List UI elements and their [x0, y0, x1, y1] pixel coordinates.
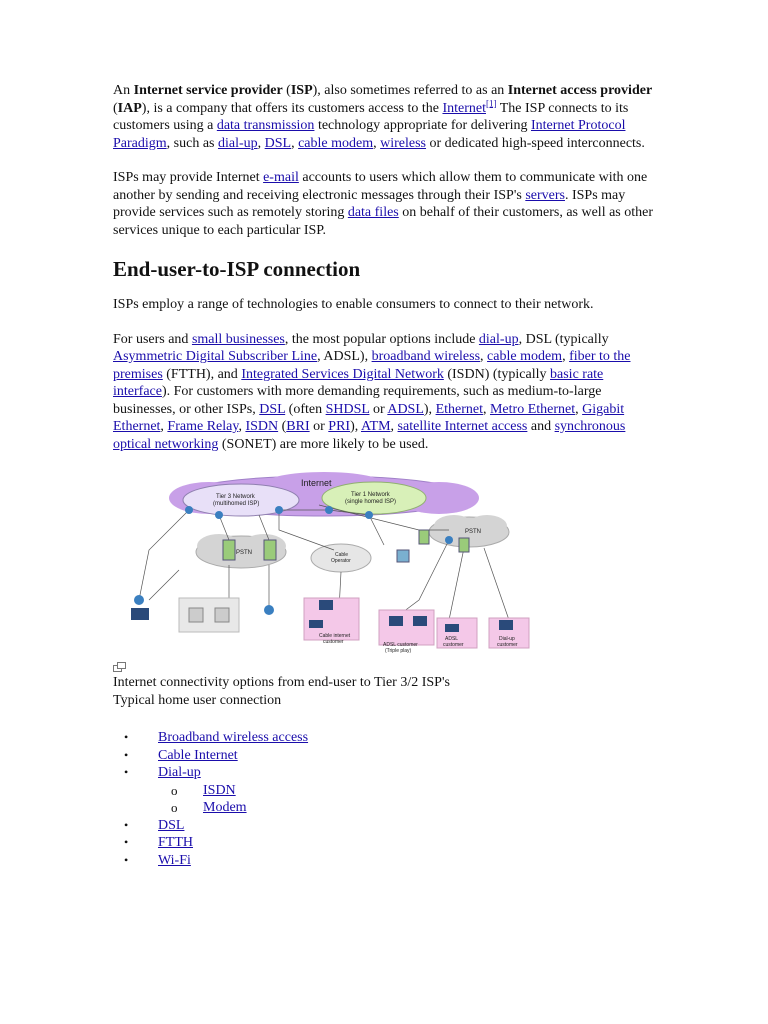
internet-label: Internet — [301, 478, 332, 488]
text: technology appropriate for delivering — [314, 118, 531, 133]
text: ISPs may provide Internet — [113, 170, 264, 185]
list-item — [158, 764, 658, 817]
link-fiber-to-premises[interactable]: fiber to the premises — [113, 349, 631, 382]
connection-type-list — [113, 729, 658, 869]
text: For users and — [113, 331, 192, 347]
adsl-customer-sublabel: customer — [443, 642, 464, 648]
cable-operator-label: Cable — [335, 552, 349, 558]
link-frame-relay[interactable]: Frame Relay — [167, 419, 239, 434]
text: or — [309, 419, 329, 434]
text: , DSL (typically — [518, 331, 609, 347]
section-heading: End-user-to-ISP connection — [113, 257, 361, 281]
link-e-mail[interactable]: e-mail — [263, 170, 299, 185]
link-paradigm[interactable]: Paradigm — [113, 135, 167, 151]
text: The ISP connects to its customers using a — [113, 100, 629, 133]
text: , — [562, 349, 570, 364]
adsl-triple-label: ADSL customer — [383, 642, 418, 648]
list-item — [158, 817, 658, 835]
text: ), also sometimes referred to as an — [312, 83, 508, 98]
text: , — [390, 419, 398, 434]
text: and — [527, 419, 555, 434]
text: on behalf of their customers, as well as other services unique to each particular ISP. — [113, 205, 654, 238]
term-iap-full: Internet access provider — [507, 83, 653, 98]
adsl-customer-label: ADSL — [445, 636, 459, 642]
text: , such as — [166, 135, 218, 151]
link-cable-modem[interactable]: cable modem — [298, 135, 374, 151]
link-dial-up[interactable]: dial-up — [217, 135, 258, 151]
text: or — [369, 401, 388, 417]
link-cable-internet[interactable]: Cable Internet — [158, 747, 238, 763]
text: , — [160, 419, 168, 434]
link-wireless[interactable]: wireless — [380, 135, 427, 151]
text: ), — [423, 401, 436, 417]
tier1-sublabel: (single homed ISP) — [345, 499, 397, 505]
business-premises — [179, 598, 239, 632]
link-broadband-wireless-access[interactable]: Broadband wireless access — [158, 730, 309, 745]
text: or dedicated high-speed interconnects. — [426, 135, 645, 151]
link-satellite-internet[interactable]: satellite Internet access — [397, 419, 528, 434]
text: (FTTH), and — [162, 366, 242, 382]
image-icon[interactable] — [113, 662, 126, 672]
text: ), — [350, 419, 361, 434]
text: (SONET) are more likely to be used. — [218, 436, 429, 452]
cable-operator-sublabel: Operator — [331, 558, 351, 564]
text: (often — [285, 401, 326, 417]
network-diagram-svg — [119, 470, 531, 660]
link-broadband-wireless[interactable]: broadband wireless — [371, 349, 481, 364]
text: ), is a company that offers its customers access to the — [141, 100, 443, 116]
link-wi-fi[interactable]: Wi-Fi — [158, 852, 191, 868]
text: . ISPs may provide services such as remotely storing — [113, 187, 626, 220]
tier3-label: Tier 3 Network — [216, 494, 255, 500]
pstn-right-label: PSTN — [465, 529, 482, 535]
term-iap: IAP — [117, 100, 142, 116]
term-isp: ISP — [290, 83, 313, 98]
link-ethernet[interactable]: Ethernet — [435, 401, 483, 417]
link-internet-protocol[interactable]: Internet Protocol — [530, 118, 626, 133]
text: , — [291, 135, 299, 151]
network-diagram[interactable] — [119, 470, 531, 660]
link-isdn[interactable]: ISDN — [203, 782, 236, 798]
text: , ADSL), — [317, 349, 372, 364]
link-adsl-long[interactable]: Asymmetric Digital Subscriber Line — [113, 349, 318, 364]
link-adsl[interactable]: ADSL — [387, 401, 424, 417]
link-data-files[interactable]: data files — [347, 205, 399, 220]
text: , — [238, 419, 246, 434]
link-shdsl[interactable]: SHDSL — [325, 401, 370, 417]
text: , — [257, 135, 265, 151]
link-sonet[interactable]: synchronous optical networking — [113, 419, 626, 452]
link-isdn-long[interactable]: Integrated Services Digital Network — [241, 366, 444, 382]
list-item — [203, 799, 658, 817]
text: ). For customers with more demanding requirements, such as medium-to-large businesses, or other ISPs, — [113, 384, 602, 417]
pstn-left-label: PSTN — [236, 550, 253, 556]
article-body — [113, 82, 658, 869]
link-basic-rate-interface[interactable]: basic rate interface — [113, 366, 604, 399]
text: , — [480, 349, 488, 364]
dialup-customer-sublabel: customer — [497, 642, 518, 648]
link-bri[interactable]: BRI — [286, 419, 310, 434]
reference-link-1[interactable]: [1] — [486, 97, 497, 108]
link-ftth[interactable]: FTTH — [158, 835, 193, 850]
text: , the most popular options include — [284, 331, 479, 347]
list-item — [158, 834, 658, 852]
text: accounts to users which allow them to communicate with one another by sending and receiving electronic messages through their ISP's — [113, 170, 648, 203]
text: , — [373, 135, 381, 151]
intro-paragraph — [113, 82, 658, 152]
text: , — [482, 401, 490, 417]
link-dial-up[interactable]: Dial-up — [158, 765, 201, 780]
link-metro-ethernet[interactable]: Metro Ethernet — [489, 401, 576, 417]
tier1-label: Tier 1 Network — [351, 492, 390, 498]
link-pri[interactable]: PRI — [328, 419, 351, 434]
link-dsl[interactable]: DSL — [264, 135, 292, 151]
dialup-customer-label: Dial-up — [499, 636, 515, 642]
list-item — [158, 852, 658, 870]
cable-customer-label: Cable internet — [319, 633, 351, 639]
list-item — [203, 782, 658, 800]
link-cable-modem[interactable]: cable modem — [487, 349, 563, 364]
link-isdn[interactable]: ISDN — [245, 419, 279, 434]
link-servers[interactable]: servers — [525, 187, 565, 203]
link-atm[interactable]: ATM — [360, 419, 391, 434]
dial-up-sublist — [158, 782, 658, 817]
email-paragraph — [113, 169, 658, 239]
text: An — [113, 83, 134, 98]
figure-caption: Internet connectivity options from end-user to Tier 3/2 ISP's — [113, 675, 450, 690]
text: ( — [282, 83, 291, 98]
text: ( — [278, 419, 287, 434]
list-item — [158, 747, 658, 765]
term-isp-full: Internet service provider — [133, 83, 283, 98]
link-dsl[interactable]: DSL — [158, 817, 185, 833]
link-modem[interactable]: Modem — [203, 800, 247, 815]
adsl-triple-sublabel: (Triple play) — [385, 648, 412, 654]
link-dial-up[interactable]: dial-up — [478, 331, 519, 347]
link-small-businesses[interactable]: small businesses — [191, 331, 285, 347]
tier3-sublabel: (multihomed ISP) — [213, 501, 260, 507]
link-gigabit-ethernet[interactable]: Gigabit Ethernet — [113, 401, 625, 434]
text: (ISDN) (typically — [443, 366, 551, 382]
options-paragraph — [113, 331, 658, 454]
technologies-paragraph: ISPs employ a range of technologies to enable consumers to connect to their network. — [113, 297, 594, 312]
figure-subcaption: Typical home user connection — [113, 692, 282, 708]
link-dsl[interactable]: DSL — [259, 401, 286, 417]
link-internet[interactable]: Internet — [442, 100, 486, 116]
list-item — [158, 729, 658, 747]
text: ( — [113, 100, 118, 116]
link-data-transmission[interactable]: data transmission — [216, 118, 315, 133]
tier1-network — [322, 482, 426, 514]
cable-customer-sublabel: customer — [323, 639, 344, 645]
text: , — [575, 401, 583, 417]
